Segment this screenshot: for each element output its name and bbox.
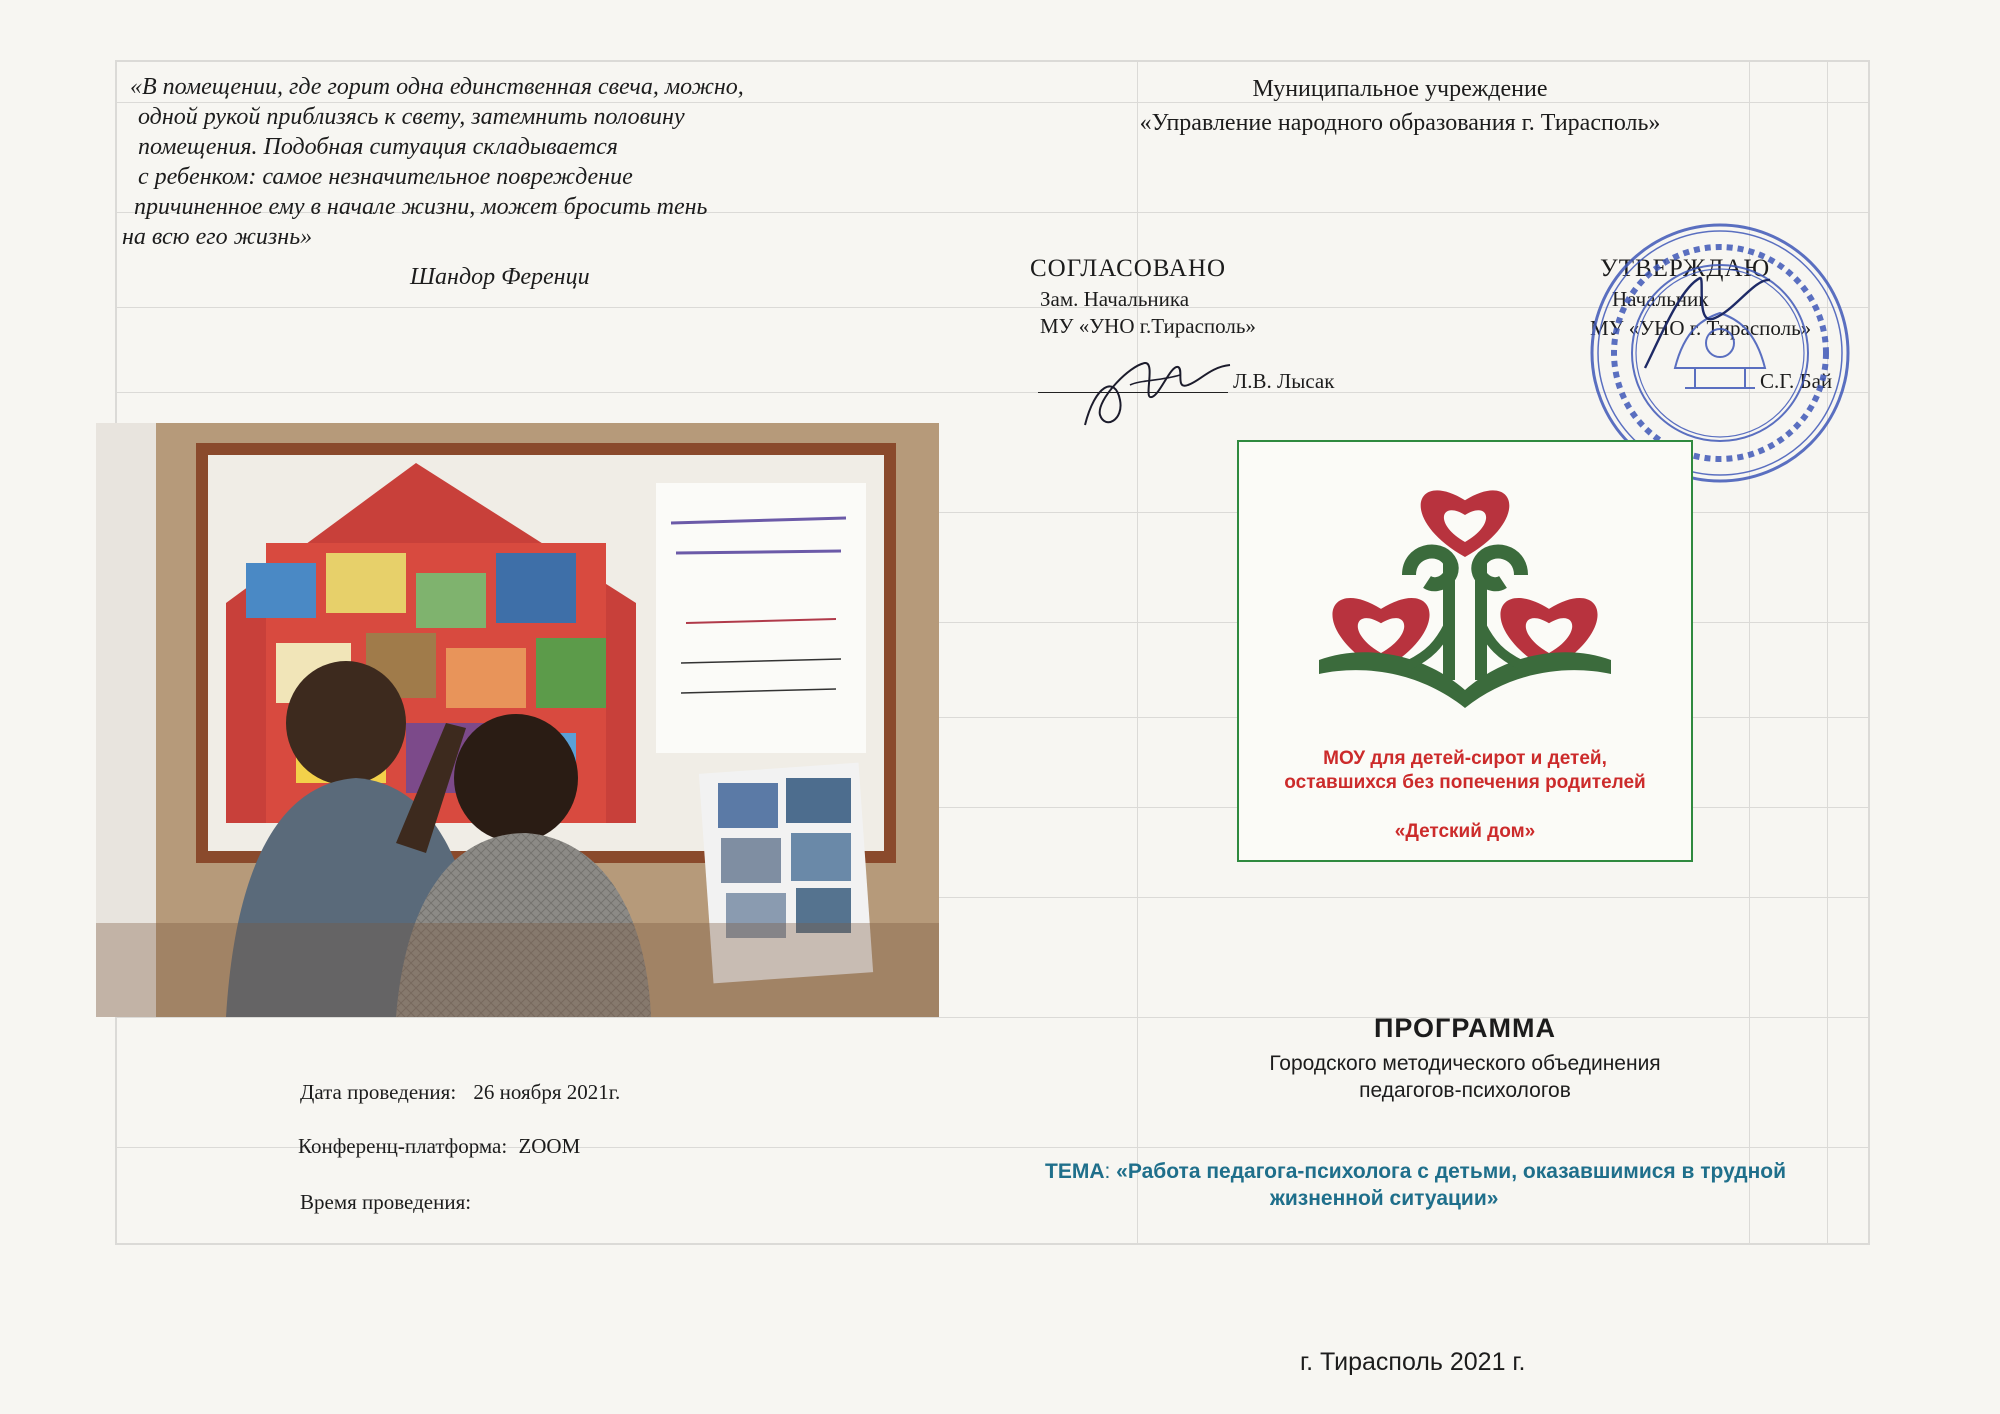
agreed-position: Зам. Начальника bbox=[1040, 287, 1190, 311]
theme-text: «Работа педагога-психолога с детьми, оказавшимися в трудной bbox=[1116, 1160, 1786, 1183]
event-date bbox=[300, 1080, 620, 1105]
logo-caption-line: «Детский дом» bbox=[1394, 821, 1536, 842]
city-year: г. Тирасполь 2021 г. bbox=[1300, 1348, 1526, 1376]
logo-caption-line: МОУ для детей-сирот и детей, bbox=[1323, 748, 1607, 769]
children-board-photo bbox=[96, 423, 939, 1017]
theme-text: жизненной ситуации» bbox=[1270, 1187, 1499, 1210]
logo-caption-line: оставшихся без попечения родителей bbox=[1284, 772, 1646, 793]
event-time bbox=[300, 1190, 471, 1215]
agreed-block bbox=[1030, 255, 1256, 340]
institution-header bbox=[1120, 72, 1680, 140]
program-subtitle bbox=[1200, 1050, 1730, 1104]
agreed-heading: СОГЛАСОВАНО bbox=[1030, 255, 1227, 282]
event-platform-value: ZOOM bbox=[518, 1134, 581, 1158]
program-title: ПРОГРАММА bbox=[1374, 1013, 1556, 1043]
epigraph-line: на всю его жизнь» bbox=[122, 224, 313, 250]
approved-name: С.Г. Бай bbox=[1760, 369, 1833, 393]
epigraph-line: «В помещении, где горит одна единственная свеча, можно, bbox=[130, 74, 744, 100]
orphanage-logo bbox=[1237, 440, 1693, 862]
stem-icon bbox=[1449, 560, 1481, 680]
event-date-value: 26 ноября 2021г. bbox=[473, 1080, 621, 1104]
approved-org: МУ «УНО г. Тирасполь» bbox=[1590, 316, 1812, 340]
program-theme: ТЕМА: «Работа педагога-психолога с детьми, оказавшимися в трудной жизненной ситуации» bbox=[1045, 1158, 1855, 1212]
event-platform-label: Конференц-платформа: bbox=[298, 1134, 508, 1158]
program-subtitle-line: педагогов-психологов bbox=[1359, 1079, 1571, 1102]
leaf-icon bbox=[1319, 652, 1611, 708]
event-date-label: Дата проведения: bbox=[300, 1080, 457, 1104]
hearts-emblem-icon bbox=[1299, 460, 1631, 715]
institution-line: «Управление народного образования г. Тирасполь» bbox=[1139, 110, 1661, 136]
epigraph-line: одной рукой приблизясь к свету, затемнить половину bbox=[138, 104, 685, 130]
theme-label: ТЕМА bbox=[1045, 1160, 1105, 1183]
epigraph-line: с ребенком: самое незначительное повреждение bbox=[138, 164, 633, 190]
event-time-label: Время проведения: bbox=[300, 1190, 472, 1214]
institution-line: Муниципальное учреждение bbox=[1252, 76, 1548, 102]
agreed-org: МУ «УНО г.Тирасполь» bbox=[1040, 314, 1256, 338]
event-platform bbox=[298, 1134, 580, 1159]
agreed-signature bbox=[1060, 345, 1260, 435]
program-subtitle-line: Городского методического объединения bbox=[1269, 1052, 1661, 1075]
epigraph-line: причиненное ему в начале жизни, может бросить тень bbox=[134, 194, 708, 220]
epigraph-line: помещения. Подобная ситуация складывается bbox=[138, 134, 618, 160]
epigraph bbox=[122, 72, 850, 292]
approved-position: Начальник bbox=[1612, 287, 1709, 311]
approved-heading: УТВЕРЖДАЮ bbox=[1600, 255, 1771, 282]
epigraph-author: Шандор Ференци bbox=[410, 264, 590, 290]
agreed-name: Л.В. Лысак bbox=[1233, 369, 1335, 393]
